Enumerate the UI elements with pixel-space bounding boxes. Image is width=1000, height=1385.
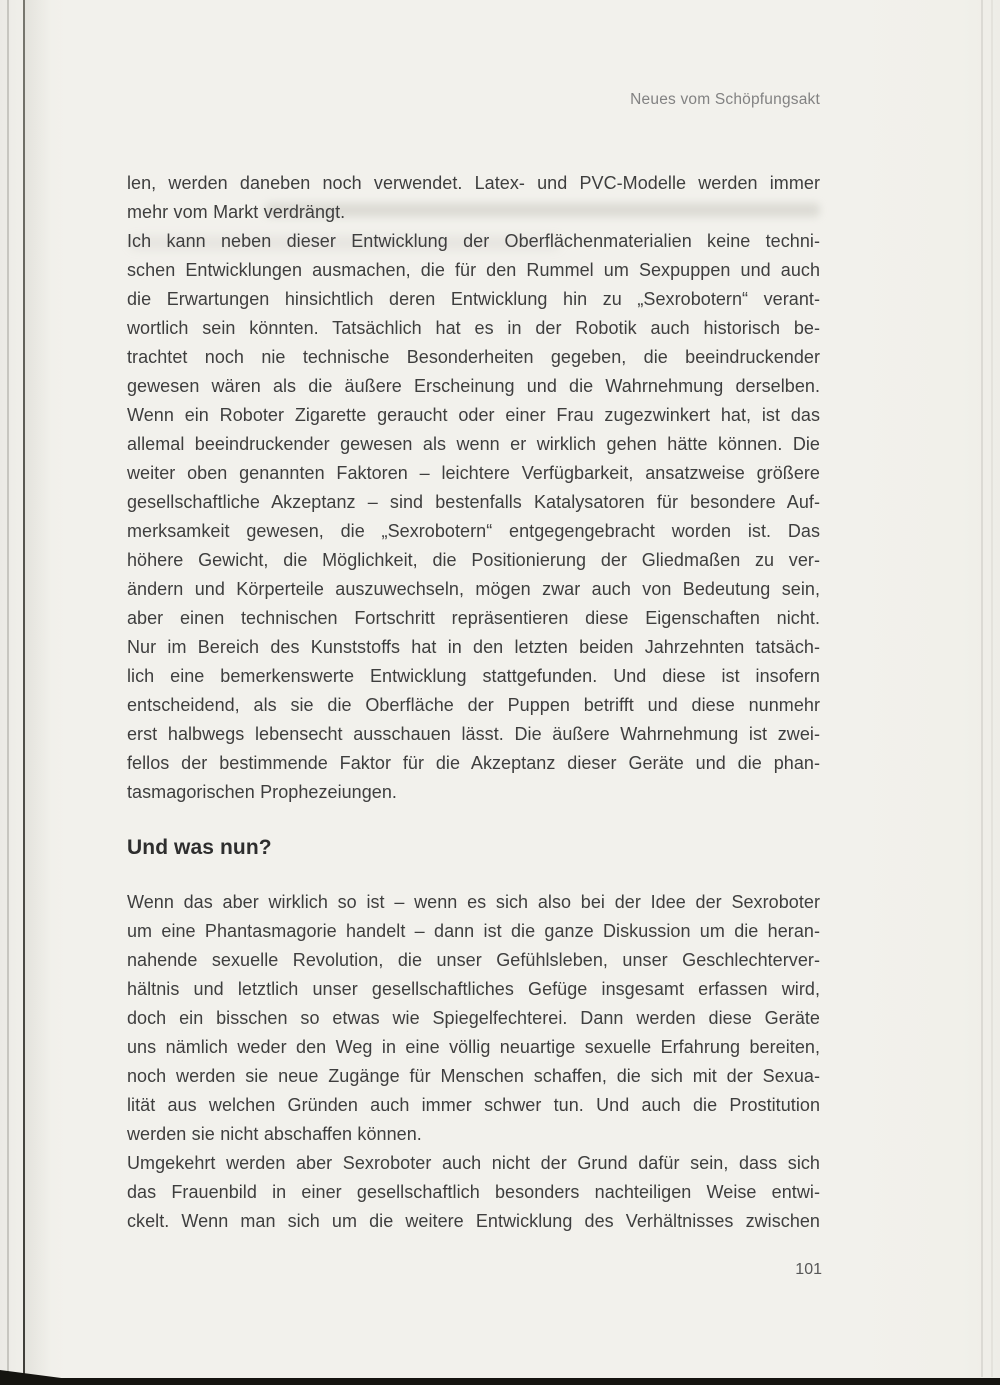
text-line: ckelt. Wenn man sich um die weitere Entwicklung des Verhältnisses zwischen [127, 1211, 820, 1231]
text-line: uns nämlich weder den Weg in eine völlig neuartige sexuelle Erfahrung bereiten, [127, 1037, 820, 1057]
text-line: höhere Gewicht, die Möglichkeit, die Positionierung der Gliedmaßen zu ver- [127, 550, 820, 570]
text-line: Wenn das aber wirklich so ist – wenn es sich also bei der Idee der Sexroboter [127, 892, 820, 912]
bottom-scan-band [0, 1378, 1000, 1385]
text-line: tasmagorischen Prophezeiungen. [127, 782, 397, 802]
text-line: merksamkeit gewesen, die „Sexrobotern“ entgegengebracht worden ist. Das [127, 521, 820, 541]
text-line: len, werden daneben noch verwendet. Latex- und PVC-Modelle werden immer [127, 173, 820, 193]
text-line: nahende sexuelle Revolution, die unser Gefühlsleben, unser Geschlechterver- [127, 950, 820, 970]
text-line: trachtet noch nie technische Besonderheiten gegeben, die beeindruckender [127, 347, 820, 367]
text-line: Nur im Bereich des Kunststoffs hat in den letzten beiden Jahrzehnten tatsäch- [127, 637, 820, 657]
running-header: Neues vom Schöpfungsakt [630, 91, 820, 108]
text-line: entscheidend, als sie die Oberfläche der Puppen betrifft und diese nunmehr [127, 695, 820, 715]
text-line: schen Entwicklungen ausmachen, die für den Rummel um Sexpuppen und auch [127, 260, 820, 280]
text-block [127, 169, 820, 1236]
paragraph [127, 169, 820, 227]
page-edge-line-outer [7, 0, 9, 1375]
text-line: Umgekehrt werden aber Sexroboter auch nicht der Grund dafür sein, dass sich [127, 1153, 820, 1173]
text-line: doch ein bisschen so etwas wie Spiegelfechterei. Dann werden diese Geräte [127, 1008, 820, 1028]
right-edge-streak [991, 0, 993, 1377]
section-heading: Und was nun? [127, 836, 272, 859]
bottom-corner-wedge [0, 1370, 115, 1385]
text-line: weiter oben genannten Faktoren – leichtere Verfügbarkeit, ansatzweise größere [127, 463, 820, 483]
text-line: lich eine bemerkenswerte Entwicklung stattgefunden. Und diese ist insofern [127, 666, 820, 686]
paragraph [127, 227, 820, 807]
text-line: gewesen wären als die äußere Erscheinung und die Wahrnehmung derselben. [127, 376, 820, 396]
right-edge-streak [981, 0, 983, 1377]
paragraph [127, 1149, 820, 1236]
paragraph [127, 888, 820, 1149]
text-line: erst halbwegs lebensecht ausschauen lässt. Die äußere Wahrnehmung ist zwei- [127, 724, 820, 744]
text-line: gesellschaftliche Akzeptanz – sind bestenfalls Katalysatoren für besondere Auf- [127, 492, 820, 512]
text-line: werden sie nicht abschaffen können. [127, 1124, 422, 1144]
text-line: noch werden sie neue Zugänge für Menschen schaffen, die sich mit der Sexua- [127, 1066, 820, 1086]
text-line: aber einen technischen Fortschritt repräsentieren diese Eigenschaften nicht. [127, 608, 820, 628]
text-line: um eine Phantasmagorie handelt – dann ist die ganze Diskussion um die heran- [127, 921, 820, 941]
text-line: wortlich sein könnten. Tatsächlich hat es in der Robotik auch historisch be- [127, 318, 820, 338]
text-line: mehr vom Markt verdrängt. [127, 202, 346, 222]
text-line: fellos der bestimmende Faktor für die Akzeptanz dieser Geräte und die phan- [127, 753, 820, 773]
text-line: ändern und Körperteile auszuwechseln, mögen zwar auch von Bedeutung sein, [127, 579, 820, 599]
text-line: allemal beeindruckender gewesen als wenn er wirklich gehen hätte können. Die [127, 434, 820, 454]
page-edge-shadow [25, 0, 51, 1385]
page-number: 101 [795, 1261, 822, 1278]
text-line: hältnis und letztlich unser gesellschaftliches Gefüge insgesamt erfassen wird, [127, 979, 820, 999]
text-line: die Erwartungen hinsichtlich deren Entwicklung hin zu „Sexrobotern“ verant- [127, 289, 820, 309]
text-line: das Frauenbild in einer gesellschaftlich besonders nachteiligen Weise entwi- [127, 1182, 820, 1202]
text-line: Ich kann neben dieser Entwicklung der Oberflächenmaterialien keine techni- [127, 231, 820, 251]
text-line: lität aus welchen Gründen auch immer schwer tun. Und auch die Prostitution [127, 1095, 820, 1115]
text-line: Wenn ein Roboter Zigarette geraucht oder einer Frau zugezwinkert hat, ist das [127, 405, 820, 425]
